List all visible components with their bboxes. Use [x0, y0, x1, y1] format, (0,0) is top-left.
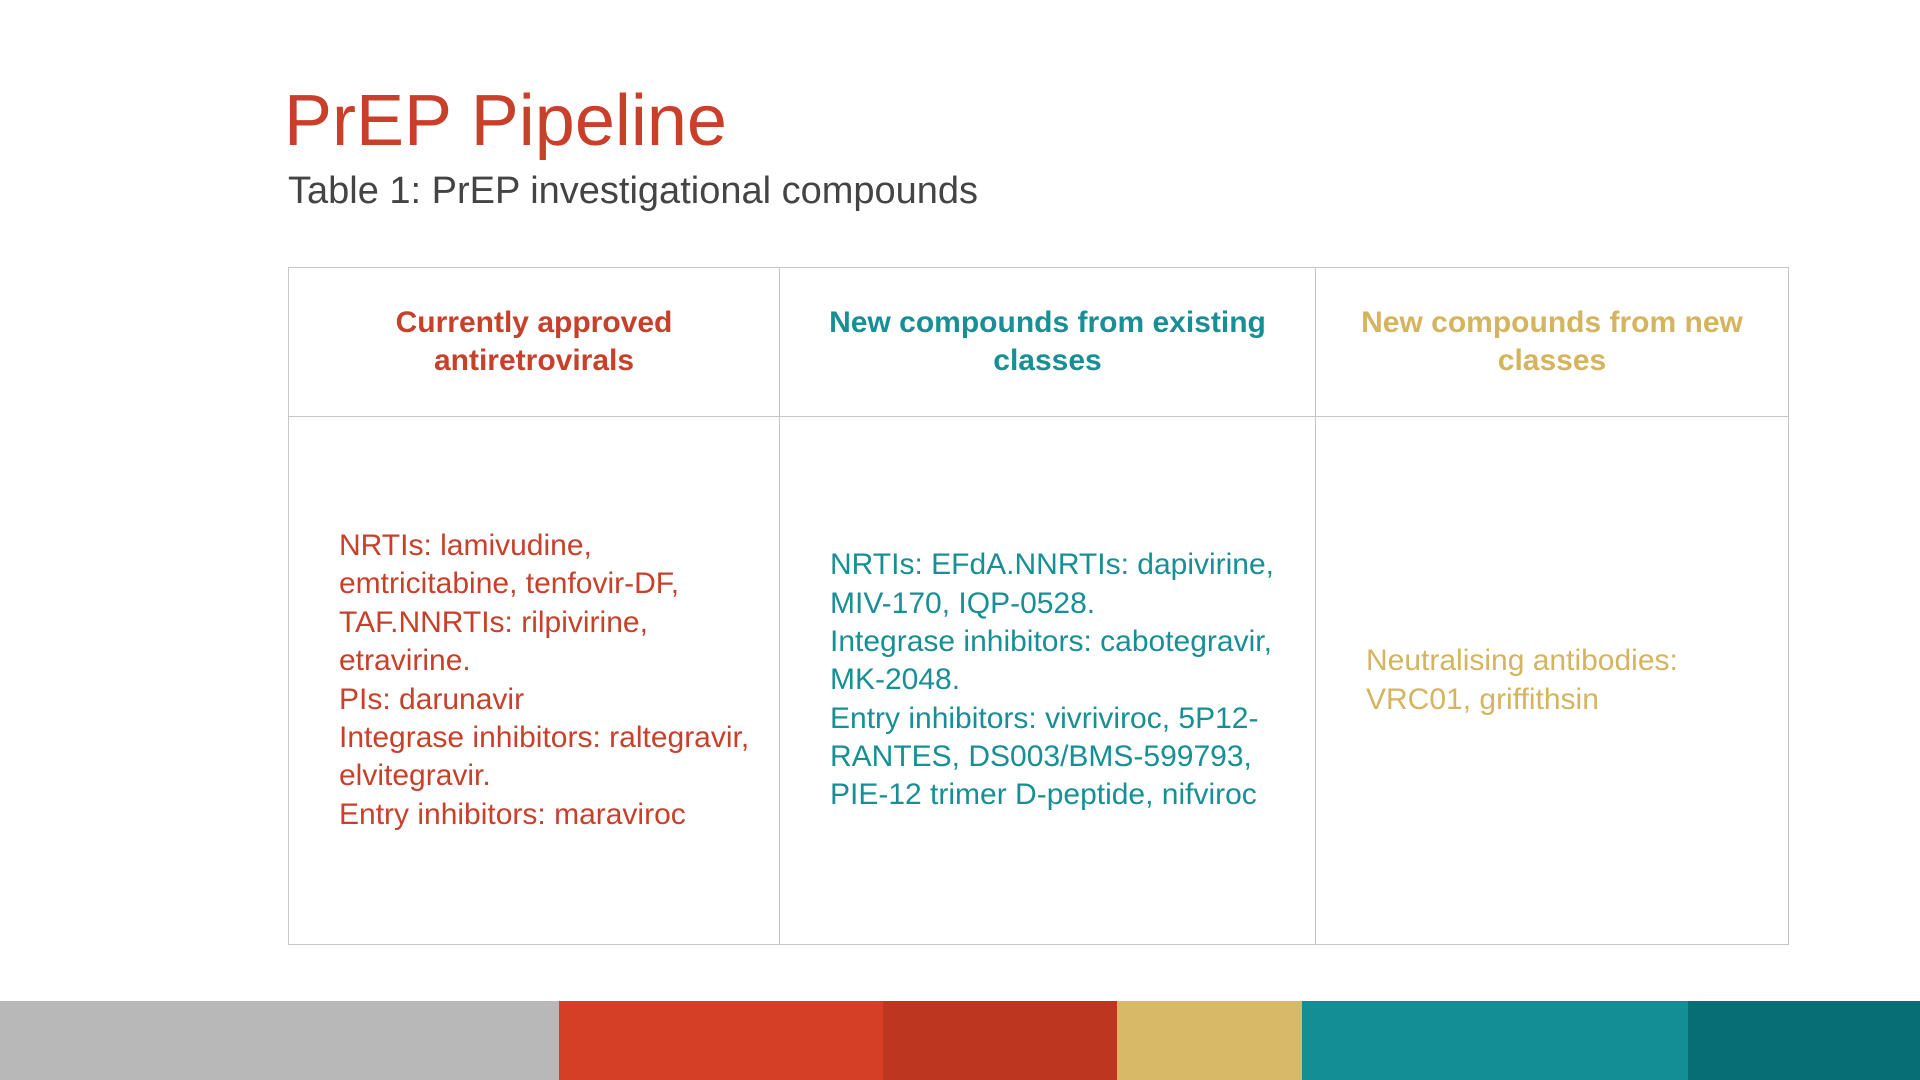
footer-bar-segment-4 — [1117, 1001, 1301, 1080]
footer-bar-segment-6 — [1688, 1001, 1920, 1080]
header-new-classes: New compounds from new classes — [1316, 268, 1789, 417]
slide-title: PrEP Pipeline — [284, 81, 727, 161]
cell-existing-classes-text: NRTIs: EFdA.NNRTIs: dapivirine, MIV-170, IQP-0528. Integrase inhibitors: cabotegravir, MK-2048. Entry inhibitors: vivriviroc, 5P12-RANTES, DS003/BMS-599793, PIE-12 trimer D-peptide, nifviroc — [830, 548, 1275, 812]
footer-bar-segment-2 — [559, 1001, 883, 1080]
footer-color-bar — [0, 1001, 1920, 1080]
cell-existing-classes — [780, 417, 1316, 945]
compounds-table — [288, 267, 1789, 945]
table-caption: Table 1: PrEP investigational compounds — [288, 170, 979, 212]
footer-bar-segment-5 — [1302, 1001, 1688, 1080]
cell-new-classes-text: Neutralising antibodies: VRC01, griffithsin — [1366, 644, 1678, 716]
cell-new-classes — [1316, 417, 1789, 945]
cell-currently-approved-text: NRTIs: lamivudine, emtricitabine, tenfovir-DF, TAF.NNRTIs: rilpivirine, etravirine. PIs: darunavir Integrase inhibitors: raltegravir, elvitegravir. Entry inhibitors: maraviroc — [339, 528, 750, 831]
header-existing-classes: New compounds from existing classes — [780, 268, 1316, 417]
header-currently-approved: Currently approved antiretrovirals — [289, 268, 780, 417]
table-header-row — [289, 268, 1789, 417]
footer-bar-segment-1 — [0, 1001, 559, 1080]
cell-currently-approved — [289, 417, 780, 945]
footer-bar-segment-3 — [883, 1001, 1117, 1080]
table-row — [289, 417, 1789, 945]
